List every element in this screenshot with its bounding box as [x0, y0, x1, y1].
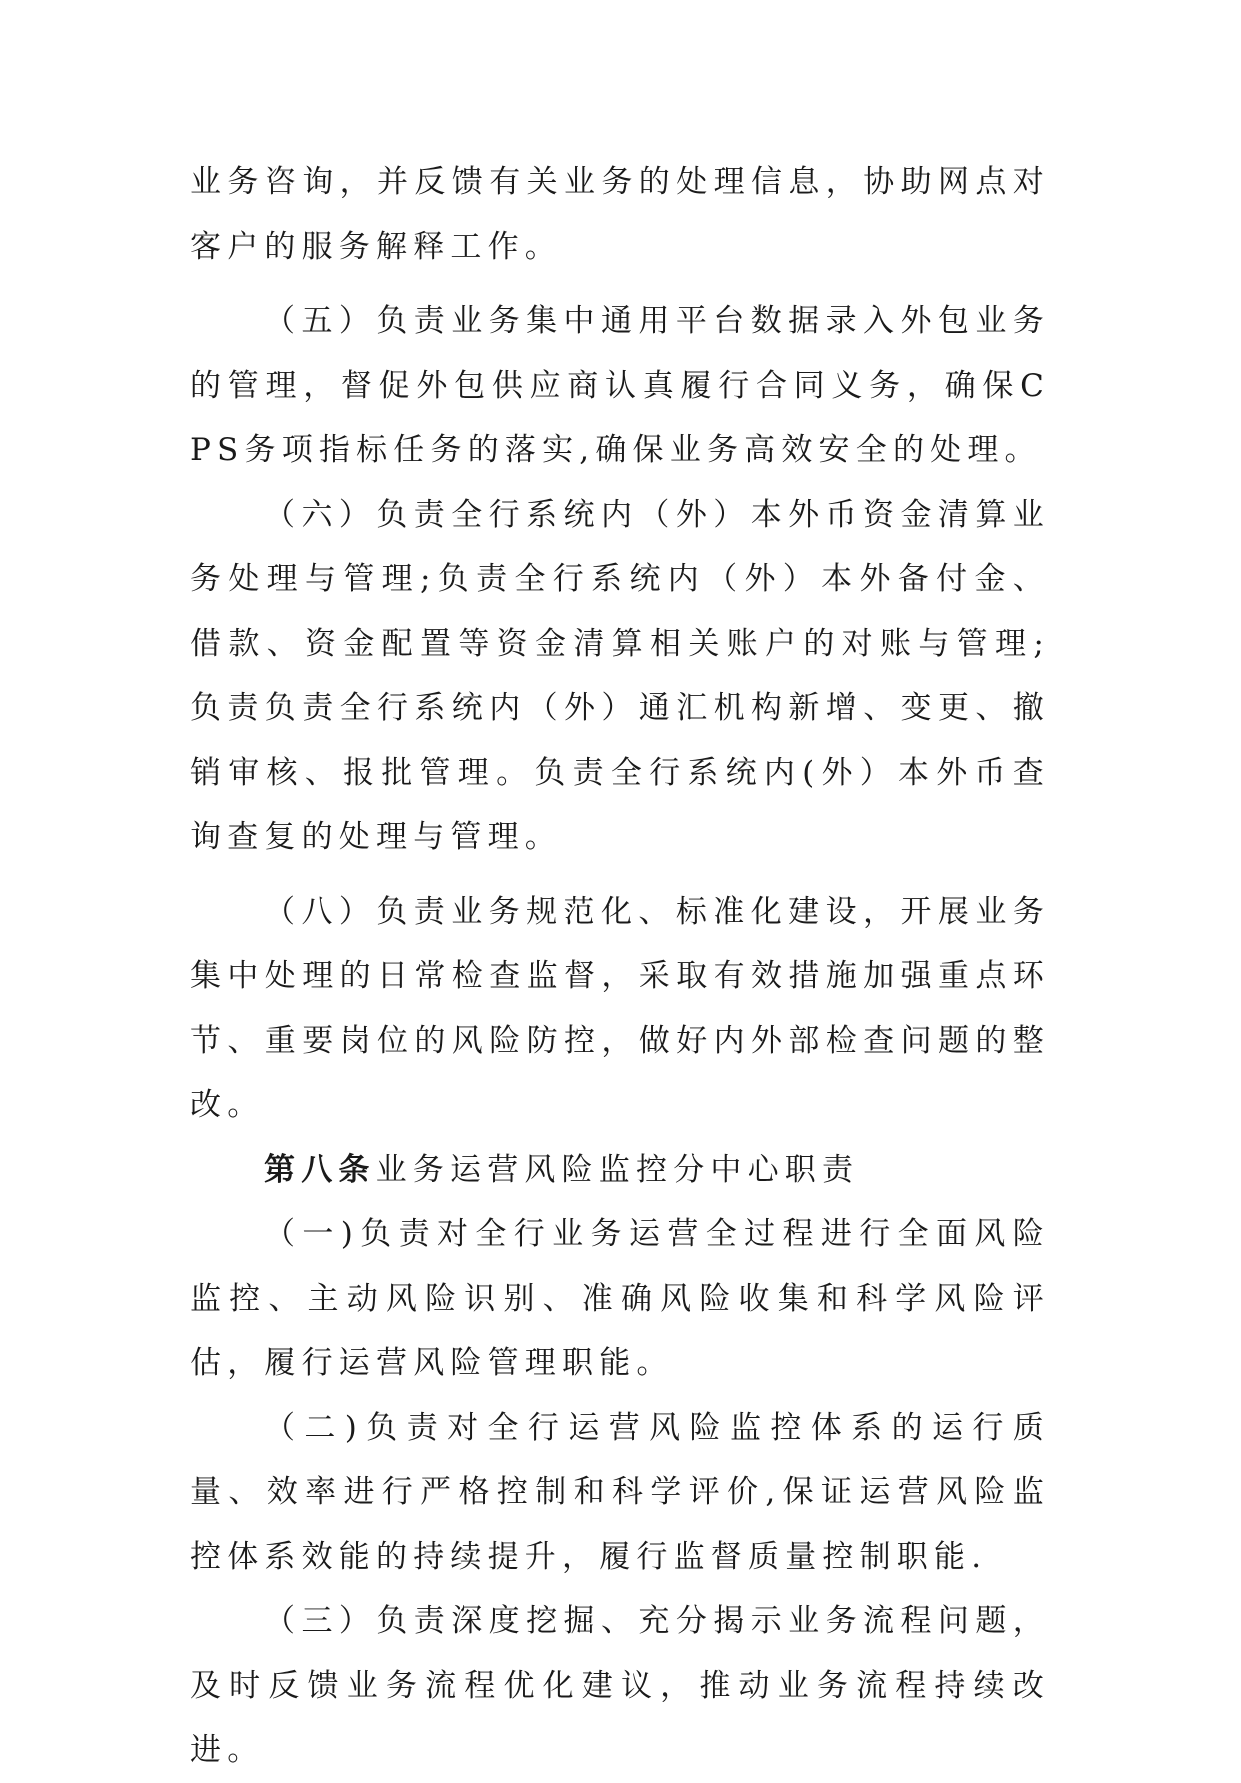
article-title: 业务运营风险监控分中心职责 [375, 1151, 860, 1188]
paragraph-item-6: （六）负责全行系统内（外）本外币资金清算业务处理与管理;负责全行系统内（外）本外备付金、借款、资金配置等资金清算相关账户的对账与管理;负责负责全行系统内（外）通汇机构新增、变更、撤销审核、报批管理。负责全行系统内(外）本外币查询查复的处理与管理。 [190, 496, 1050, 855]
paragraph-item-3: （三）负责深度挖掘、充分揭示业务流程问题，及时反馈业务流程优化建议，推动业务流程持续改进。 [190, 1603, 1050, 1768]
document-body [190, 150, 1050, 1783]
paragraph-item-5: （五）负责业务集中通用平台数据录入外包业务的管理，督促外包供应商认真履行合同义务，确保CPS务项指标任务的落实,确保业务高效安全的处理。 [190, 303, 1050, 468]
paragraph-continuation: 业务咨询，并反馈有关业务的处理信息，协助网点对客户的服务解释工作。 [190, 164, 1050, 265]
paragraph-item-8: （八）负责业务规范化、标准化建设，开展业务集中处理的日常检查监督，采取有效措施加强重点环节、重要岗位的风险防控，做好内外部检查问题的整改。 [190, 893, 1050, 1123]
paragraph-item-2: （二)负责对全行运营风险监控体系的运行质量、效率进行严格控制和科学评价,保证运营风险监控体系效能的持续提升，履行监督质量控制职能. [190, 1409, 1050, 1575]
article-number: 第八条 [264, 1151, 376, 1188]
paragraph-item-1: （一)负责对全行业务运营全过程进行全面风险监控、主动风险识别、准确风险收集和科学风险评估，履行运营风险管理职能。 [190, 1216, 1050, 1381]
article-heading [190, 1138, 1050, 1203]
